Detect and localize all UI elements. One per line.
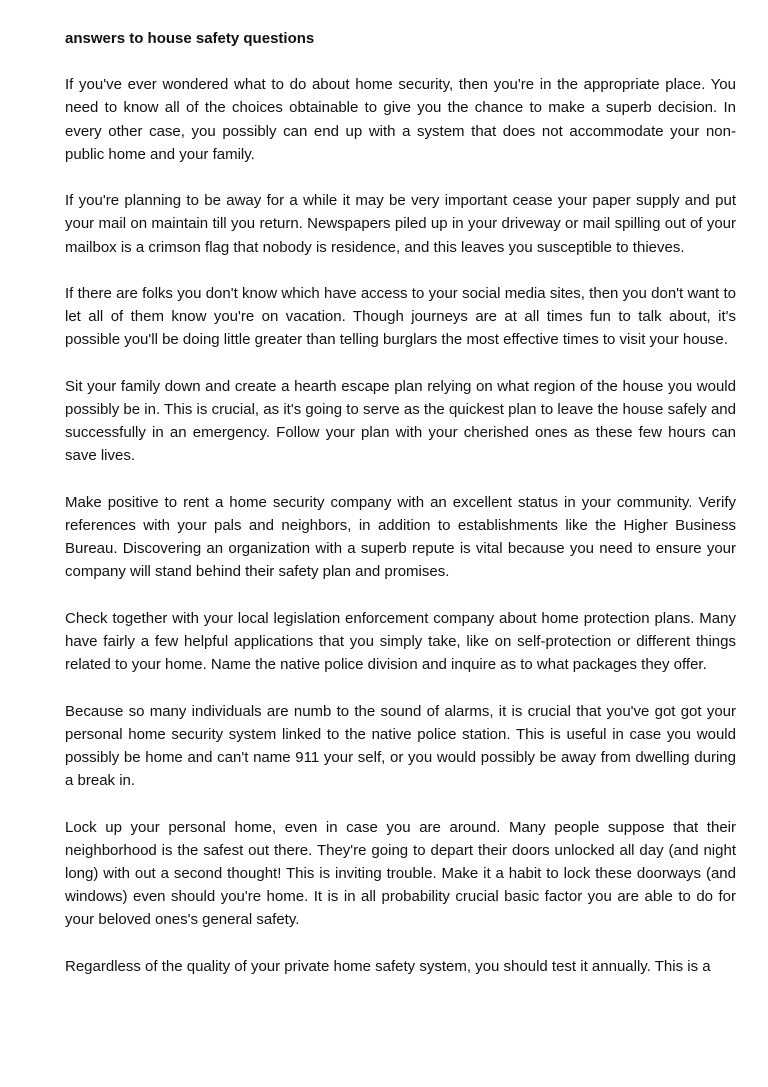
paragraph-1: If you've ever wondered what to do about home security, then you're in the appropriate place. You need to know all of the choices obtainable to give you the chance to make a superb decision. In every other case, you possibly can end up with a system that does not accommodate your non-public home and your family. [65,76,736,163]
paragraph-4: Sit your family down and create a hearth escape plan relying on what region of the house you would possibly be in. This is crucial, as it's going to serve as the quickest plan to leave the house safely and successfully in an emergency. Follow your plan with your cherished ones as these few hours can save lives. [65,377,736,465]
document-page [65,27,736,1001]
paragraph-6: Check together with your local legislation enforcement company about home protection plans. Many have fairly a few helpful applications that you simply take, like on self-protection or different things related to your home. Name the native police division and inquire as to what packages they offer. [65,609,736,674]
paragraph-3: If there are folks you don't know which have access to your social media sites, then you don't want to let all of them know you're on vacation. Though journeys are at all times fun to talk about, it's possible you'll be doing little greater than telling burglars the most effective times to visit your house. [65,285,736,349]
paragraph-5: Make positive to rent a home security company with an excellent status in your community. Verify references with your pals and neighbors, in addition to establishments like the Higher Business Bureau. Discovering an organization with a superb repute is vital because you need to ensure your company will stand behind their safety plan and promises. [65,493,736,581]
paragraph-9: Regardless of the quality of your private home safety system, you should test it annually. This is a [65,957,711,975]
document-title: answers to house safety questions [65,30,315,47]
paragraph-2: If you're planning to be away for a while it may be very important cease your paper supply and put your mail on maintain till you return. Newspapers piled up in your driveway or mail spilling out of your mailbox is a crimson flag that nobody is residence, and this leaves you susceptible to thieves. [65,192,736,256]
paragraph-7: Because so many individuals are numb to the sound of alarms, it is crucial that you've got got your personal home security system linked to the native police station. This is useful in case you would possibly be home and can't name 911 your self, or you would possibly be away from dwelling during a break in. [65,702,736,790]
paragraph-8: Lock up your personal home, even in case you are around. Many people suppose that their neighborhood is the safest out there. They're going to depart their doors unlocked all day (and night long) with out a second thought! This is inviting trouble. Make it a habit to lock these doorways (and windows) even should you're home. It is in all probability crucial basic factor you are able to do for your beloved ones's general safety. [65,818,736,929]
